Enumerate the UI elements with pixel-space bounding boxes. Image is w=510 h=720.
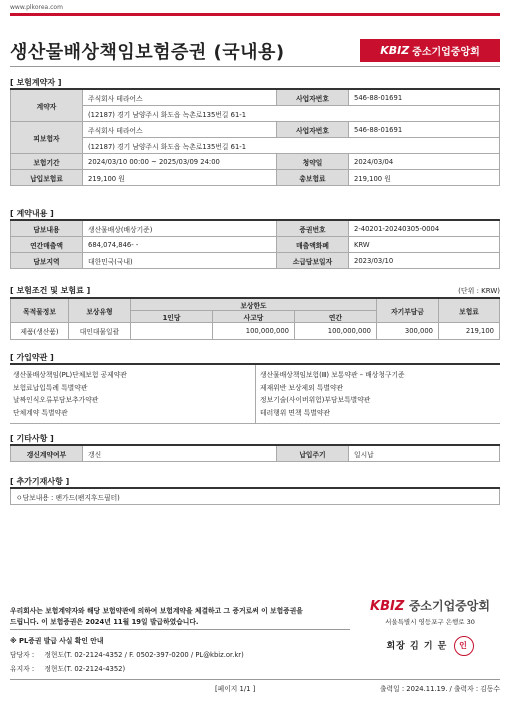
insurance-period: 2024/03/10 00:00 ~ 2025/03/09 24:00	[83, 154, 277, 170]
renew-label: 갱신계약여부	[11, 445, 83, 462]
contractor-address: (12187) 경기 남양주시 화도읍 녹촌로135번길 61-1	[83, 106, 500, 122]
pay-cycle: 일시납	[349, 445, 500, 462]
issuer-logo-k: KBIZ	[370, 599, 405, 614]
section-terms-title: [ 가입약관 ]	[10, 353, 54, 362]
col-annual: 연간	[295, 311, 377, 323]
total-premium: 219,100 원	[349, 170, 500, 186]
term-item: 제재위반 보상제외 특별약관	[260, 383, 344, 392]
term-item: 테러행위 면책 특별약관	[260, 408, 330, 417]
insured-label: 피보험자	[11, 122, 83, 154]
col-per-person: 1인당	[131, 311, 213, 323]
extra-table	[10, 487, 500, 505]
section-coverage-title: [ 보험조건 및 보험료 ]	[10, 286, 91, 295]
col-type: 보상유형	[69, 298, 131, 323]
insured-address: (12187) 경기 남양주시 화도읍 녹촌로135번길 61-1	[83, 138, 500, 154]
currency-unit: (단위 : KRW)	[458, 287, 500, 295]
section-insured-title: [ 보험계약자 ]	[10, 78, 62, 87]
website-url: www.plkorea.com	[10, 4, 63, 11]
row-annual: 100,000,000	[295, 323, 377, 340]
terms-right-list	[260, 369, 405, 419]
extra-note: ㅇ담보내용 : 팬가드(팬지후드필터)	[11, 488, 500, 505]
representative-name: 회장 김 기 문	[386, 641, 448, 652]
section-extra-title: [ 추가기재사항 ]	[10, 477, 70, 486]
row-type: 대인대물일괄	[69, 323, 131, 340]
apply-date: 2024/03/04	[349, 154, 500, 170]
paid-premium: 219,100 원	[83, 170, 277, 186]
coverage-region: 대한민국(국내)	[83, 253, 277, 269]
term-item: 생산물배상책임(PL)단체보험 공제약관	[13, 371, 127, 379]
row-per-person	[131, 323, 213, 340]
col-deductible: 자기부담금	[377, 298, 439, 323]
issuer-logo-name: 중소기업중앙회	[408, 599, 490, 613]
terms-divider	[255, 365, 256, 423]
contact-manager	[10, 649, 244, 659]
coverage-table	[10, 297, 500, 340]
row-per-accident: 100,000,000	[213, 323, 295, 340]
retro-date: 2023/03/10	[349, 253, 500, 269]
term-item: 날짜인식오류부담보추가약관	[13, 396, 99, 404]
term-item: 생산물배상책임보험(Ⅲ) 보통약관 – 배상청구기준	[260, 371, 405, 379]
policy-no-label: 증권번호	[277, 220, 349, 237]
seal-stamp: 인	[454, 636, 474, 656]
contract-table	[10, 219, 500, 269]
paid-premium-label: 납입보험료	[11, 170, 83, 186]
representative	[360, 636, 500, 656]
term-item: 보험료납입특례 특별약관	[13, 383, 88, 392]
col-target: 목적물정보	[11, 298, 69, 323]
top-red-bar	[10, 13, 500, 16]
contact-manager-info: 정현도(T. 02-2124-4352 / F. 0502-397-0200 / PL@kbiz.or.kr)	[44, 651, 244, 659]
page-number: [페이지 1/1 ]	[215, 685, 256, 693]
contractor-label: 계약자	[11, 89, 83, 122]
bottom-divider	[10, 679, 500, 680]
total-premium-label: 총보험료	[277, 170, 349, 186]
currency-label: 매출액화폐	[277, 237, 349, 253]
brand-logo-name: 중소기업중앙회	[412, 47, 480, 58]
issuer-block	[360, 597, 500, 656]
retro-date-label: 소급담보일자	[277, 253, 349, 269]
contact-maintainer	[10, 663, 125, 673]
annual-sales: 684,074,846- -	[83, 237, 277, 253]
coverage-content: 생산물배상(배상기준)	[83, 220, 277, 237]
title-divider	[10, 66, 500, 67]
pay-cycle-label: 납입주기	[277, 445, 349, 462]
contact-manager-label: 담당자 :	[10, 651, 35, 659]
page-title: 생산물배상책임보험증권 (국내용)	[10, 42, 285, 63]
renew-value: 갱신	[83, 445, 277, 462]
sales-currency: KRW	[349, 237, 500, 253]
terms-left-list	[13, 369, 127, 419]
insured-biz-no: 546-88-01691	[349, 122, 500, 138]
brand-logo-k: KBIZ	[380, 44, 410, 57]
issuer-logo	[360, 597, 500, 614]
terms-box	[10, 363, 500, 424]
contractor-name: 주식회사 테라어스	[83, 89, 277, 106]
period-label: 보험기간	[11, 154, 83, 170]
pl-notice-title: ※ PL증권 발급 사실 확인 안내	[10, 637, 104, 645]
coverage-label: 담보내용	[11, 220, 83, 237]
insured-table	[10, 88, 500, 186]
insured-biz-no-label: 사업자번호	[277, 122, 349, 138]
section-other-title: [ 기타사항 ]	[10, 434, 54, 443]
section-contract-title: [ 계약내용 ]	[10, 209, 54, 218]
col-premium: 보험료	[439, 298, 500, 323]
insured-name: 주식회사 테라어스	[83, 122, 277, 138]
contact-maintainer-info: 정현도(T. 02-2124-4352)	[44, 665, 126, 673]
contractor-biz-no: 546-88-01691	[349, 89, 500, 106]
statement-line-2: 드립니다. 이 보험증권은 2024년 11월 19일 발급하였습니다.	[10, 618, 199, 626]
row-premium: 219,100	[439, 323, 500, 340]
issuer-address: 서울특별시 영등포구 은행로 30	[385, 618, 475, 626]
print-info: 출력일 : 2024.11.19. / 출력자 : 김동수	[379, 685, 500, 693]
contractor-biz-no-label: 사업자번호	[277, 89, 349, 106]
apply-date-label: 청약일	[277, 154, 349, 170]
contact-maintainer-label: 유지자 :	[10, 665, 35, 673]
footer-divider	[10, 629, 350, 630]
other-table	[10, 444, 500, 462]
statement-line-1: 우리회사는 보험계약자와 해당 보험약관에 의하여 보험계약을 체결하고 그 증거로써 이 보험증권을	[10, 607, 303, 615]
col-per-accident: 사고당	[213, 311, 295, 323]
region-label: 담보지역	[11, 253, 83, 269]
col-limit: 보상한도	[131, 298, 377, 311]
row-target: 제품(생산품)	[11, 323, 69, 340]
sales-label: 연간매출액	[11, 237, 83, 253]
term-item: 정보기술(사이버위험)부담보특별약관	[260, 396, 371, 404]
row-deductible: 300,000	[377, 323, 439, 340]
brand-logo	[360, 39, 500, 62]
term-item: 단체계약 특별약관	[13, 408, 68, 417]
policy-number: 2-40201-20240305-0004	[349, 220, 500, 237]
